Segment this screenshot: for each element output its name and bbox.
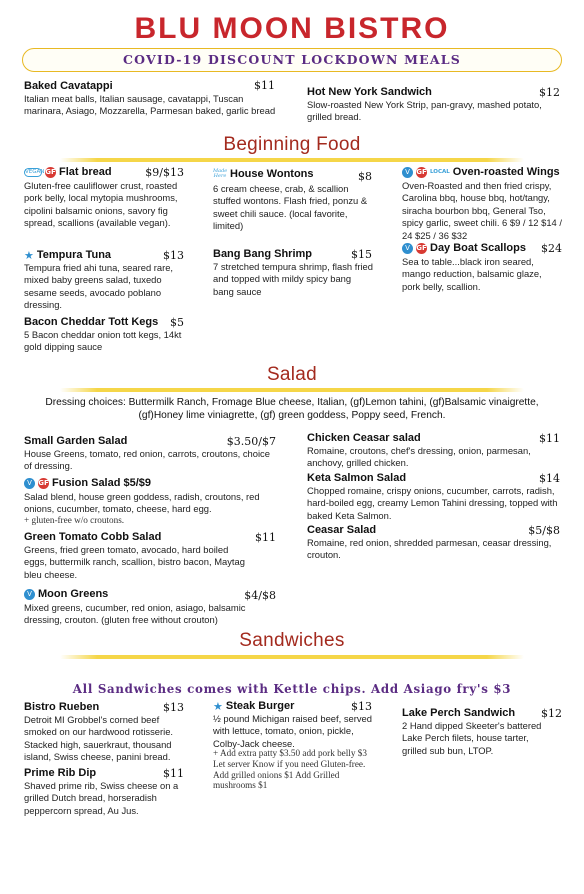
star-icon: ★ bbox=[213, 699, 223, 713]
vegetarian-icon: V bbox=[24, 589, 35, 600]
menu-item-baked-cavatappi bbox=[24, 80, 274, 92]
covid-banner: COVID-19 DISCOUNT LOCKDOWN MEALS bbox=[22, 48, 562, 72]
item-description: 2 Hand dipped Skeeter's battered Lake Perch filets, house tarter, grilled sub bun, LTOP. bbox=[402, 720, 542, 756]
menu-item-small-garden-salad: Small Garden Salad bbox=[24, 435, 128, 447]
menu-item-chicken-ceasar: Chicken Ceasar salad bbox=[307, 432, 421, 444]
item-description: Shaved prime rib, Swiss cheese on a grilled Dutch bread, horseradish peppercorn spread, Au Jus. bbox=[24, 780, 179, 816]
menu-item-tempura-tuna bbox=[24, 249, 111, 261]
menu-item-steak-burger bbox=[213, 700, 294, 712]
section-title-salad: Salad bbox=[266, 364, 318, 385]
made-here-icon: Made Here bbox=[213, 168, 228, 179]
item-description: Romaine, croutons, chef's dressing, onion, parmesan, anchovy, grilled chicken. bbox=[307, 445, 531, 469]
vegetarian-icon: V bbox=[402, 243, 413, 254]
item-description: Gluten-free cauliflower crust, roasted pork belly, local mytopia mushrooms, cipolini balsamic onions, savory fig spread, scallions (available vegan). bbox=[24, 180, 178, 229]
item-price: $12 bbox=[541, 707, 562, 720]
menu-item-tott-kegs: Bacon Cheddar Tott Kegs bbox=[24, 316, 159, 328]
item-price: $24 bbox=[541, 242, 562, 255]
section-title-sandwiches: Sandwiches bbox=[239, 630, 345, 651]
menu-item-fusion-salad bbox=[24, 477, 151, 489]
menu-item-house-wontons bbox=[213, 168, 314, 180]
item-price: $11 bbox=[254, 79, 275, 92]
menu-item-prime-rib-dip: Prime Rib Dip bbox=[24, 767, 97, 779]
local-icon: LOCAL bbox=[430, 169, 450, 175]
menu-item-bang-bang-shrimp: Bang Bang Shrimp bbox=[213, 248, 313, 260]
item-note: + Add extra patty $3.50 add pork belly $3 Let server Know if you need Gluten-free. Add grilled onions $1 Add Grilled mushrooms $1 bbox=[213, 748, 367, 791]
item-name: Steak Burger bbox=[225, 700, 295, 712]
menu-item-wings bbox=[402, 166, 560, 178]
gluten-free-icon: GF bbox=[45, 167, 56, 176]
sandwich-note: All Sandwiches comes with Kettle chips. Add Asiago fry's $3 bbox=[72, 682, 512, 696]
item-description: Romaine, red onion, shredded parmesan, ceasar dressing, crouton. bbox=[307, 537, 552, 561]
section-title-beginning: Beginning Food bbox=[223, 134, 361, 155]
section-divider bbox=[60, 158, 524, 162]
item-price: $8 bbox=[358, 170, 372, 183]
item-description: Sea to table...black iron seared, mango reduction, balsamic glaze, pork belly, scallion. bbox=[402, 256, 542, 292]
dressing-choices: Dressing choices: Buttermilk Ranch, Fromage Blue cheese, Italian, (gf)Lemon tahini, (gf)Balsamic vinaigrette, (gf)Honey lime viniagrette, (gf) green goddess, Poppy seed, French. bbox=[45, 397, 539, 421]
item-price: $9/$13 bbox=[145, 166, 184, 179]
item-price: $13 bbox=[351, 700, 372, 713]
item-name: Baked Cavatappi bbox=[24, 80, 113, 92]
item-note: + gluten-free w/o croutons. bbox=[24, 515, 125, 525]
vegan-icon: VEGAN bbox=[25, 168, 45, 175]
item-description: House Greens, tomato, red onion, carrots, croutons, choice of dressing. bbox=[24, 448, 270, 472]
item-name: Fusion Salad $5/$9 bbox=[52, 477, 152, 489]
item-price: $13 bbox=[163, 249, 184, 262]
item-description: Mixed greens, cucumber, red onion, asiago, balsamic dressing, crouton. (gluten free without crouton) bbox=[24, 602, 246, 626]
item-description: Slow-roasted New York Strip, pan-gravy, mashed potato, grilled bread. bbox=[307, 99, 542, 123]
item-price: $5/$8 bbox=[528, 524, 560, 537]
item-name: Tempura Tuna bbox=[36, 249, 112, 261]
section-divider bbox=[60, 388, 524, 392]
item-description: ½ pound Michigan raised beef, served with lettuce, tomato, onion, pickle, Colby-Jack cheese. bbox=[213, 713, 372, 749]
section-divider bbox=[60, 655, 524, 659]
menu-title: BLU MOON BISTRO bbox=[134, 12, 450, 45]
item-price: $5 bbox=[170, 316, 184, 329]
menu-item-ceasar-salad: Ceasar Salad bbox=[307, 524, 377, 536]
item-description: Oven-Roasted and then fried crispy, Carolina bbq, house bbq, hot/tangy, siracha bourbon bbq, General Tso, spicy garlic, sweet chili. 6 $9 / 12 $14 / 24 $25 / 36 $32 bbox=[402, 180, 562, 241]
item-name: Flat bread bbox=[59, 166, 112, 178]
item-price: $14 bbox=[539, 472, 560, 485]
star-icon: ★ bbox=[24, 248, 34, 262]
item-price: $11 bbox=[539, 432, 560, 445]
item-price: $11 bbox=[255, 531, 276, 544]
item-name: House Wontons bbox=[230, 168, 314, 180]
item-name: Moon Greens bbox=[38, 588, 109, 600]
item-description: Greens, fried green tomato, avocado, hard boiled eggs, buttermilk ranch, scallion, bistro bacon, Maytag bleu cheese. bbox=[24, 544, 245, 580]
item-price: $15 bbox=[351, 248, 372, 261]
menu-item-lake-perch: Lake Perch Sandwich bbox=[402, 707, 516, 719]
menu-item-bistro-rueben: Bistro Rueben bbox=[24, 701, 100, 713]
item-description: Tempura fried ahi tuna, seared rare, mixed baby greens salad, tuxedo sesame seeds, avocado poblano dressing. bbox=[24, 262, 174, 311]
item-description: Detroit MI Grobbel's corned beef smoked on our hardwood rotisserie. Stacked high, sauerkraut, thousand island, Swiss cheese, panini bread. bbox=[24, 714, 174, 763]
vegetarian-icon: V bbox=[24, 478, 35, 489]
item-description: Salad blend, house green goddess, radish, croutons, red onions, cucumber, tomato, cheese, hard egg. bbox=[24, 491, 260, 515]
vegetarian-icon: V bbox=[402, 167, 413, 178]
item-price: $3.50/$7 bbox=[226, 435, 276, 448]
item-name: Oven-roasted Wings bbox=[452, 166, 560, 178]
item-description: 5 Bacon cheddar onion tott kegs, 14kt gold dipping sauce bbox=[24, 329, 182, 353]
menu-item-ny-sandwich: Hot New York Sandwich bbox=[307, 86, 432, 98]
item-description: Italian meat balls, Italian sausage, cavatappi, Tuscan marinara, Asiago, Mozzarella, Parmesan baked, garlic bread bbox=[24, 93, 276, 117]
item-price: $12 bbox=[539, 86, 560, 99]
gluten-free-icon: GF bbox=[416, 167, 427, 176]
item-description: 6 cream cheese, crab, & scallion stuffed wontons. Flash fried, ponzu & sweet chili sauce. (local favorite, limited) bbox=[213, 183, 368, 232]
menu-item-cobb-salad: Green Tomato Cobb Salad bbox=[24, 531, 162, 543]
item-price: $13 bbox=[163, 701, 184, 714]
item-description: Chopped romaine, crispy onions, cucumber, carrots, radish, hard-boiled egg, creamy Lemon Tahini dressing, topped with baked Keta Salmon. bbox=[307, 485, 558, 521]
menu-item-keta-salmon: Keta Salmon Salad bbox=[307, 472, 407, 484]
gluten-free-icon: GF bbox=[38, 478, 49, 487]
item-description: 7 stretched tempura shrimp, flash fried and topped with mildy spicy bang bang sauce bbox=[213, 261, 373, 297]
menu-item-flat-bread bbox=[24, 166, 112, 178]
item-price: $11 bbox=[163, 767, 184, 780]
gluten-free-icon: GF bbox=[416, 243, 427, 252]
item-price: $4/$8 bbox=[244, 589, 276, 602]
item-name: Day Boat Scallops bbox=[430, 242, 526, 254]
menu-item-moon-greens bbox=[24, 588, 108, 600]
menu-item-day-boat-scallops bbox=[402, 242, 526, 254]
